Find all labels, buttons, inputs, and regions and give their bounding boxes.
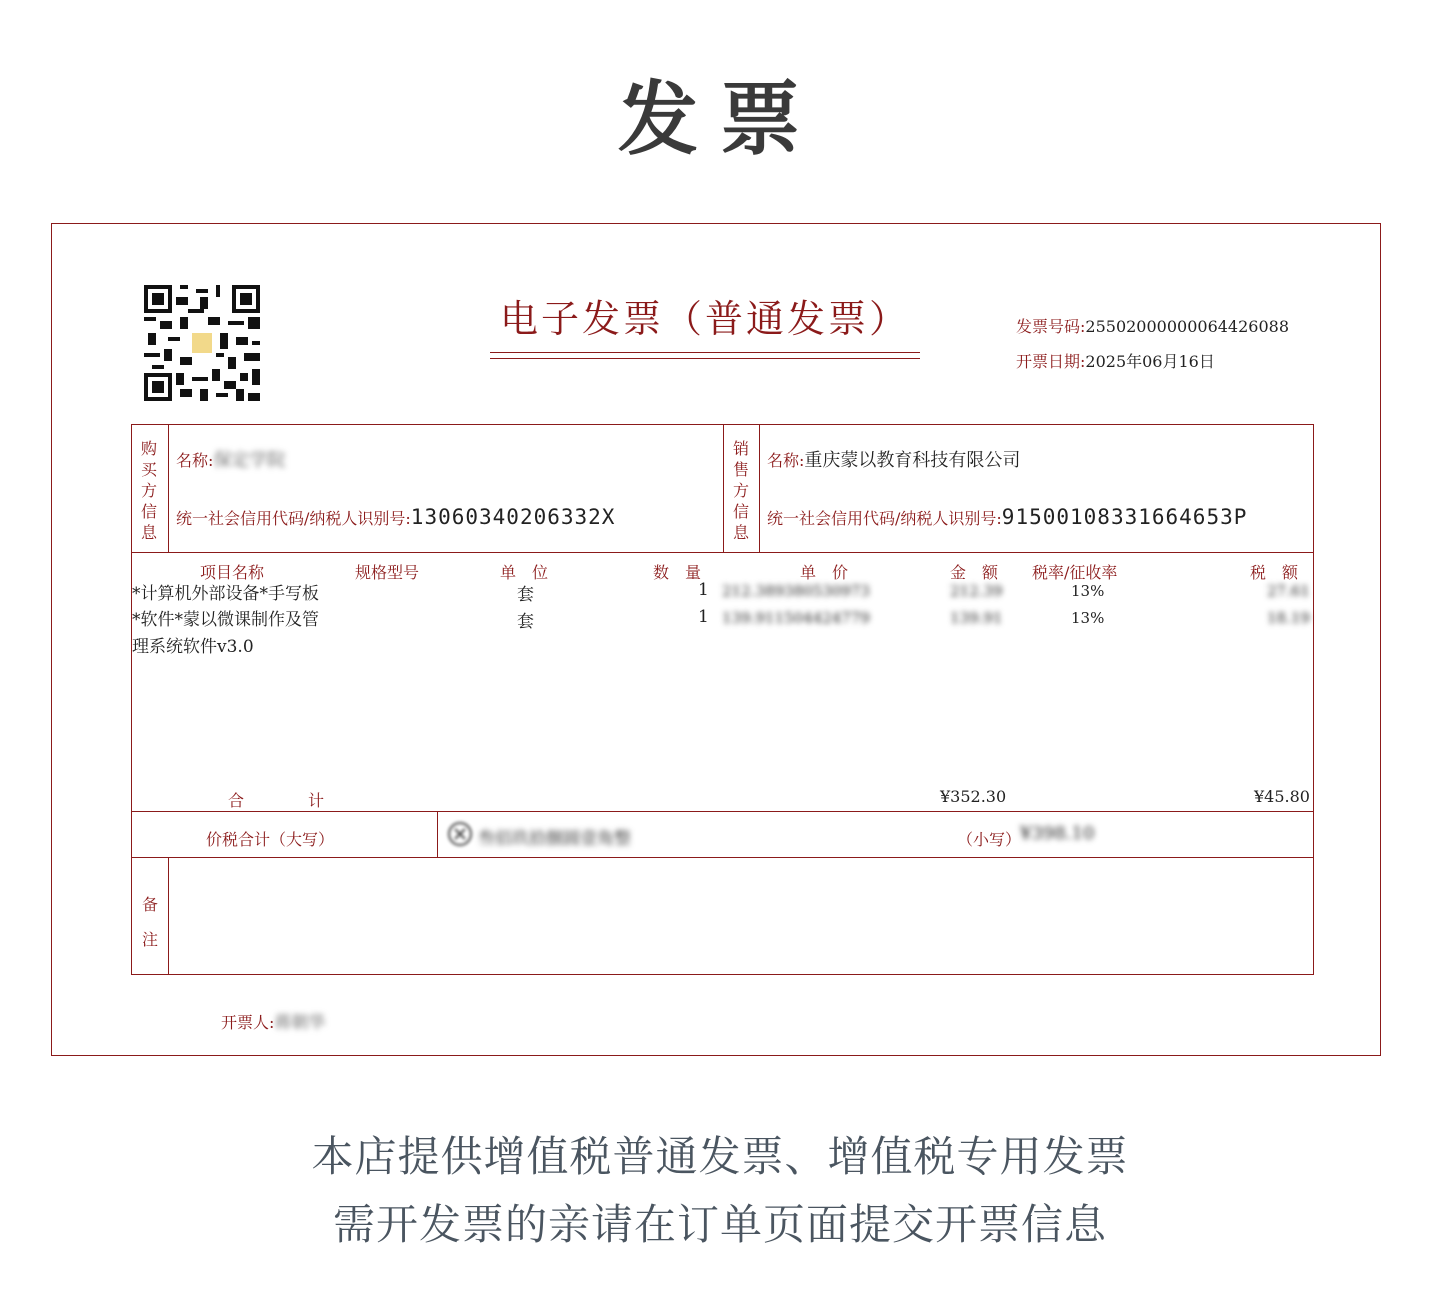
item-2-tax: 18.19	[1267, 609, 1310, 627]
col-header-unit: 单 位	[500, 563, 549, 582]
item-2-name-line-1: *软件*蒙以微课制作及管	[132, 610, 319, 630]
remarks-label-divider	[168, 857, 169, 975]
item-2-unit: 套	[517, 612, 534, 632]
caption-line-1: 本店提供增值税普通发票、增值税专用发票	[311, 1132, 1129, 1181]
page-heading: 发票	[618, 73, 822, 166]
buyer-label-divider	[168, 424, 169, 552]
item-1-rate: 13%	[1071, 582, 1105, 600]
item-1-tax: 27.61	[1267, 582, 1310, 600]
col-header-spec: 规格型号	[355, 563, 420, 582]
total-label: 合 计	[228, 791, 325, 810]
item-2-name-line-2: 理系统软件v3.0	[132, 637, 254, 657]
buyer-name-value: 保定学院	[213, 450, 286, 471]
title-underline-top	[490, 352, 920, 353]
seller-code-label: 统一社会信用代码/纳税人识别号:	[767, 509, 1002, 528]
item-1-amount: 212.39	[950, 582, 1003, 600]
invoice-date	[1016, 349, 1215, 372]
buyer-name	[176, 446, 285, 472]
grand-total-label: 价税合计（大写）	[206, 830, 335, 849]
col-header-tax: 税 额	[1250, 563, 1299, 582]
item-1-name-line-1: *计算机外部设备*手写板	[132, 584, 319, 604]
col-header-rate: 税率/征收率	[1032, 563, 1118, 582]
seller-label-divider	[759, 424, 760, 552]
invoice-date-value: 2025年06月16日	[1085, 352, 1215, 371]
buyer-side-label: 购 买 方 信 息	[140, 439, 157, 542]
total-tax: ¥45.80	[1254, 787, 1310, 806]
qr-code	[143, 285, 261, 401]
party-divider	[131, 552, 1314, 553]
item-1-unit: 套	[517, 585, 534, 605]
col-header-item: 项目名称	[200, 563, 265, 582]
seller-code-value: 91500108331664653P	[1001, 505, 1248, 529]
issuer-label: 开票人:	[221, 1013, 275, 1032]
seller-code	[767, 505, 1247, 529]
buyer-code-label: 统一社会信用代码/纳税人识别号:	[176, 509, 411, 528]
caption-line-2: 需开发票的亲请在订单页面提交开票信息	[332, 1200, 1107, 1249]
invoice-number-value: 25502000000064426088	[1085, 317, 1289, 336]
issuer-value: 蒋朝华	[274, 1013, 326, 1033]
col-header-qty: 数 量	[653, 563, 702, 582]
cross-circle-icon	[447, 821, 473, 847]
remarks-label: 备 注	[141, 895, 158, 949]
grand-total-small-value: ¥398.10	[1020, 823, 1095, 844]
invoice-number-label: 发票号码:	[1016, 317, 1086, 336]
total-amount: ¥352.30	[940, 787, 1007, 806]
seller-name-value: 重庆蒙以教育科技有限公司	[804, 450, 1021, 471]
item-2-rate: 13%	[1071, 609, 1105, 627]
col-header-amount: 金 额	[950, 563, 999, 582]
item-1-price: 212.389380530973	[722, 582, 870, 600]
buyer-code	[176, 505, 615, 529]
grand-total-divider	[131, 857, 1314, 858]
buyer-code-value: 13060340206332X	[410, 505, 616, 529]
seller-name	[767, 446, 1020, 472]
item-2-price: 139.911504424779	[722, 609, 870, 627]
seller-name-label: 名称:	[767, 451, 805, 470]
col-header-price: 单 价	[800, 563, 849, 582]
invoice-date-label: 开票日期:	[1016, 352, 1086, 371]
grand-total-upper: 叁佰玖拾捌圆壹角整	[478, 829, 631, 849]
seller-side-label: 销 售 方 信 息	[732, 439, 749, 542]
party-center-divider	[723, 424, 724, 552]
invoice-title: 电子发票（普通发票）	[499, 297, 910, 341]
grand-total-label-divider	[437, 811, 438, 857]
issuer	[221, 1008, 325, 1033]
invoice-number	[1016, 314, 1289, 337]
total-divider	[131, 811, 1314, 812]
item-1-qty: 1	[698, 580, 709, 600]
item-2-qty: 1	[698, 607, 709, 627]
title-underline-bottom	[490, 358, 920, 359]
buyer-name-label: 名称:	[176, 451, 214, 470]
grand-total-small-label: （小写）	[957, 830, 1022, 849]
item-2-amount: 139.91	[950, 609, 1003, 627]
